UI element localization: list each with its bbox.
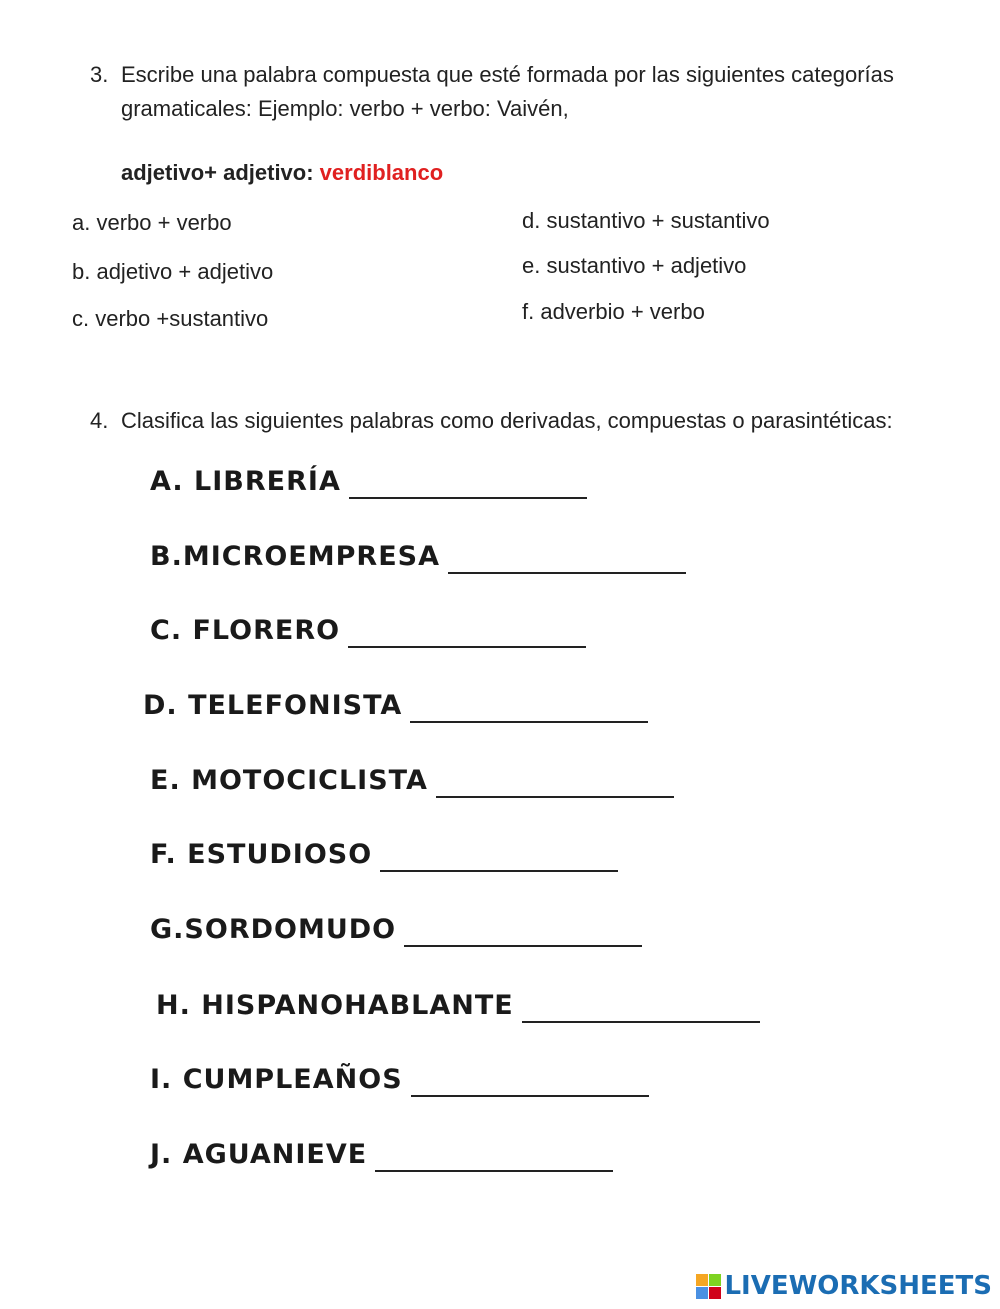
option-f: f. adverbio + verbo <box>522 299 705 324</box>
question-3-text: Escribe una palabra compuesta que esté formada por las siguientes categorías gramaticales: Ejemplo: verbo + verbo: Vaivén, <box>121 62 894 121</box>
answer-blank[interactable] <box>411 1069 649 1097</box>
word-label: B.MICROEMPRESA <box>150 541 440 572</box>
word-row-e <box>150 764 674 798</box>
liveworksheets-logo[interactable] <box>696 1271 992 1301</box>
question-4-text: Clasifica las siguientes palabras como derivadas, compuestas o parasintéticas: <box>121 408 893 433</box>
answer-blank[interactable] <box>380 844 618 872</box>
question-3 <box>0 58 1000 138</box>
word-row-i <box>150 1063 649 1097</box>
option-e: e. sustantivo + adjetivo <box>522 253 747 278</box>
word-label: G.SORDOMUDO <box>150 914 397 945</box>
question-3-example <box>121 160 443 186</box>
word-row-b <box>150 540 686 574</box>
answer-blank[interactable] <box>410 695 648 723</box>
word-row-f <box>150 838 618 872</box>
answer-blank[interactable] <box>522 995 760 1023</box>
word-label: I. CUMPLEAÑOS <box>150 1064 403 1095</box>
word-row-c <box>150 614 586 648</box>
word-label: J. AGUANIEVE <box>150 1139 368 1170</box>
word-label: H. HISPANOHABLANTE <box>156 990 514 1021</box>
logo-square <box>696 1274 708 1286</box>
word-row-j <box>150 1138 613 1172</box>
word-label: A. LIBRERÍA <box>150 466 341 497</box>
answer-blank[interactable] <box>349 471 587 499</box>
word-row-g <box>150 913 642 947</box>
option-c: c. verbo +sustantivo <box>72 306 269 331</box>
logo-text: LIVEWORKSHEETS <box>724 1271 992 1301</box>
example-label: adjetivo+ adjetivo: <box>121 160 320 185</box>
answer-blank[interactable] <box>348 620 586 648</box>
answer-blank[interactable] <box>375 1144 613 1172</box>
question-3-number: 3. <box>90 62 109 87</box>
example-answer: verdiblanco <box>319 160 444 185</box>
question-4 <box>0 404 1000 444</box>
word-row-d <box>143 689 648 723</box>
word-row-a <box>150 465 587 499</box>
word-label: D. TELEFONISTA <box>143 690 403 721</box>
option-b: b. adjetivo + adjetivo <box>72 259 274 284</box>
logo-square <box>696 1287 708 1299</box>
word-label: F. ESTUDIOSO <box>150 839 373 870</box>
word-label: E. MOTOCICLISTA <box>150 765 428 796</box>
word-label: C. FLORERO <box>150 615 341 646</box>
option-d: d. sustantivo + sustantivo <box>522 208 770 233</box>
word-row-h <box>156 989 760 1023</box>
answer-blank[interactable] <box>448 546 686 574</box>
answer-blank[interactable] <box>404 919 642 947</box>
logo-square <box>709 1287 721 1299</box>
answer-blank[interactable] <box>436 770 674 798</box>
logo-mark-icon <box>696 1274 721 1299</box>
logo-square <box>709 1274 721 1286</box>
question-4-number: 4. <box>90 408 109 433</box>
option-a: a. verbo + verbo <box>72 210 232 235</box>
